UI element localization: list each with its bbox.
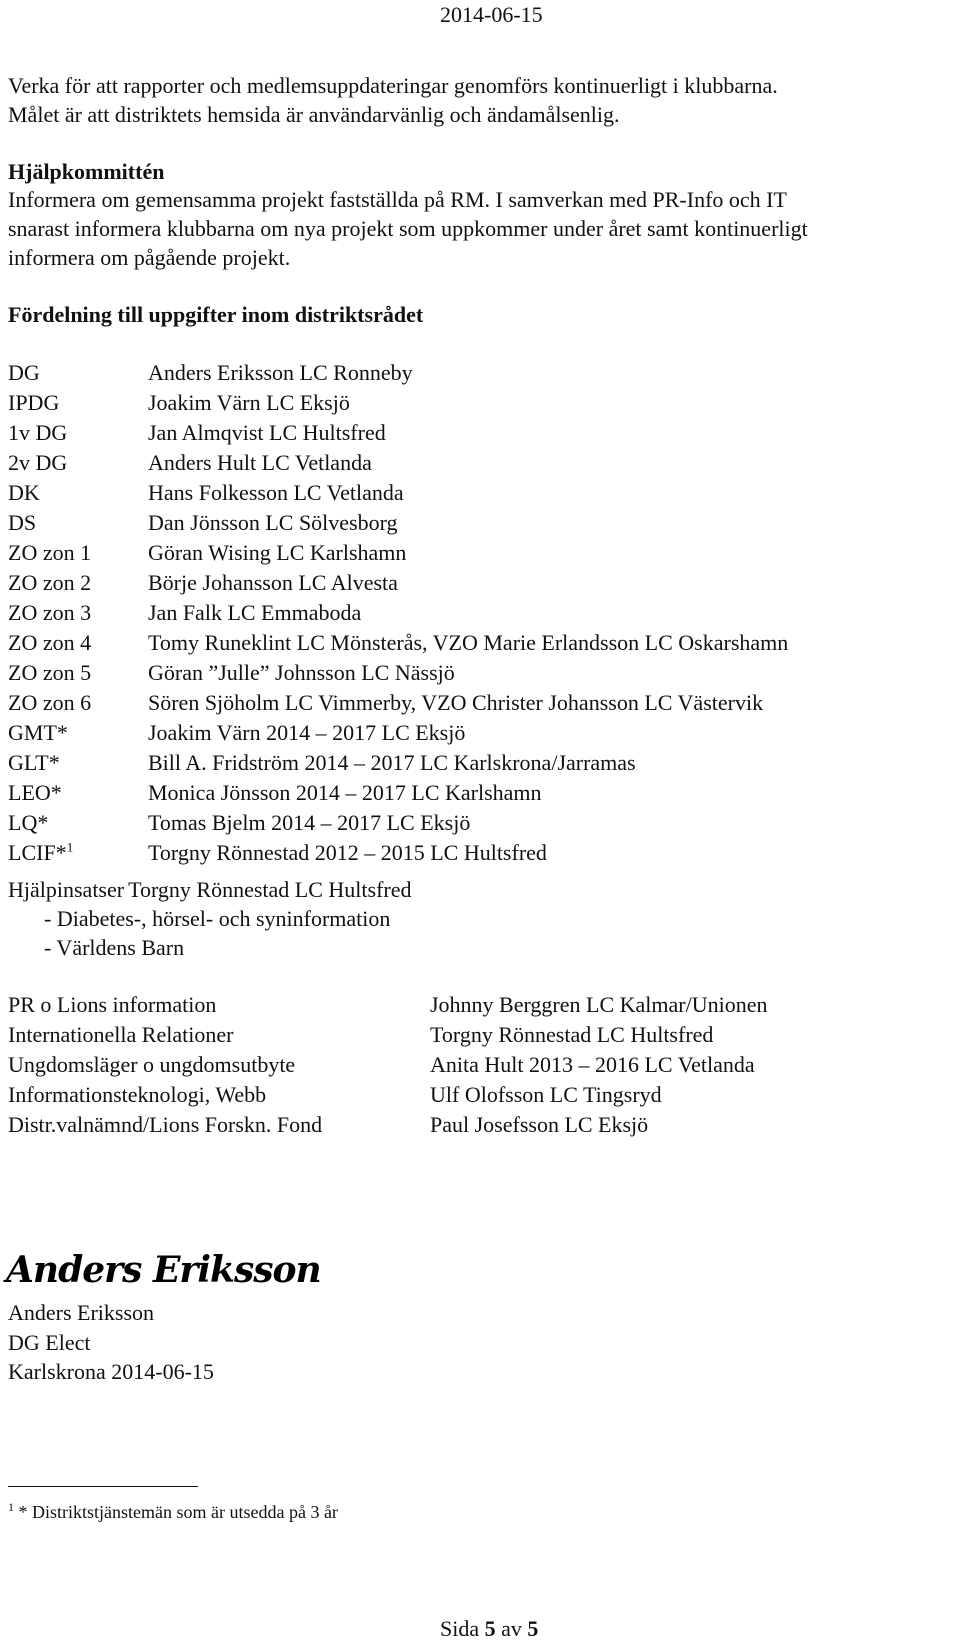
role-code: 1v DG <box>8 420 68 445</box>
role-code: DG <box>8 360 40 385</box>
role-code: ZO zon 3 <box>8 600 92 625</box>
intro-line-2: Målet är att distriktets hemsida är användarvänlig och ändamålsenlig. <box>8 102 620 127</box>
hjalpinsatser-label: Hjälpinsatser <box>8 877 125 902</box>
role-holder: Börje Johansson LC Alvesta <box>148 570 398 595</box>
committee-label: Ungdomsläger o ungdomsutbyte <box>8 1052 296 1077</box>
role-holder: Anders Eriksson LC Ronneby <box>148 360 413 385</box>
hjalpinsatser-bullet-1: - Diabetes-, hörsel- och syninformation <box>44 906 391 931</box>
role-code: GLT* <box>8 750 60 775</box>
hjalpinsatser-name: Torgny Rönnestad LC Hultsfred <box>128 877 412 902</box>
role-holder: Hans Folkesson LC Vetlanda <box>148 480 404 505</box>
role-code: IPDG <box>8 390 60 415</box>
page-number <box>440 1614 538 1644</box>
role-holder: Tomy Runeklint LC Mönsterås, VZO Marie Erlandsson LC Oskarshamn <box>148 630 789 655</box>
committee-holder: Anita Hult 2013 – 2016 LC Vetlanda <box>430 1052 755 1077</box>
role-code: ZO zon 6 <box>8 690 92 715</box>
role-holder: Göran ”Julle” Johnsson LC Nässjö <box>148 660 455 685</box>
signature-name: Anders Eriksson <box>8 1300 155 1325</box>
role-code: DK <box>8 480 40 505</box>
role-holder: Joakim Värn 2014 – 2017 LC Eksjö <box>148 720 466 745</box>
role-code: LQ* <box>8 810 49 835</box>
role-code: ZO zon 4 <box>8 630 92 655</box>
role-holder: Bill A. Fridström 2014 – 2017 LC Karlskrona/Jarramas <box>148 750 636 775</box>
footnote-number: 1 <box>8 1500 14 1514</box>
distribution-heading: Fördelning till uppgifter inom distriktsrådet <box>8 302 424 327</box>
hjalpinsatser-row <box>8 875 412 905</box>
role-code-lcif <box>8 838 73 868</box>
page-current: 5 <box>484 1616 496 1641</box>
page-total: 5 <box>527 1616 539 1641</box>
role-code: ZO zon 2 <box>8 570 92 595</box>
committee-label: Internationella Relationer <box>8 1022 234 1047</box>
committee-label: PR o Lions information <box>8 992 217 1017</box>
footnote-text: * Distriktstjänstemän som är utsedda på 3 år <box>18 1502 338 1522</box>
role-code: LEO* <box>8 780 62 805</box>
role-holder: Jan Almqvist LC Hultsfred <box>148 420 386 445</box>
committee-holder: Ulf Olofsson LC Tingsryd <box>430 1082 662 1107</box>
role-code: 2v DG <box>8 450 68 475</box>
lcif-footnote-ref: 1 <box>66 839 74 855</box>
signature-place-date: Karlskrona 2014-06-15 <box>8 1359 214 1384</box>
role-holder: Tomas Bjelm 2014 – 2017 LC Eksjö <box>148 810 471 835</box>
hjalpkommitten-heading: Hjälpkommittén <box>8 159 165 184</box>
role-holder: Dan Jönsson LC Sölvesborg <box>148 510 398 535</box>
role-holder: Joakim Värn LC Eksjö <box>148 390 350 415</box>
role-code: DS <box>8 510 37 535</box>
role-holder: Monica Jönsson 2014 – 2017 LC Karlshamn <box>148 780 542 805</box>
page-prefix: Sida <box>440 1616 480 1641</box>
hjalpinsatser-bullet-2: - Världens Barn <box>44 935 185 960</box>
committee-holder: Torgny Rönnestad LC Hultsfred <box>430 1022 714 1047</box>
committee-holder: Johnny Berggren LC Kalmar/Unionen <box>430 992 768 1017</box>
header-date: 2014-06-15 <box>440 2 543 27</box>
committee-holder: Paul Josefsson LC Eksjö <box>430 1112 649 1137</box>
role-holder: Jan Falk LC Emmaboda <box>148 600 362 625</box>
footnote-rule <box>8 1486 198 1487</box>
lcif-code-text: LCIF* <box>8 840 67 865</box>
committee-label: Distr.valnämnd/Lions Forskn. Fond <box>8 1112 323 1137</box>
role-holder-lcif: Torgny Rönnestad 2012 – 2015 LC Hultsfred <box>148 840 547 865</box>
role-code: ZO zon 5 <box>8 660 92 685</box>
role-code: GMT* <box>8 720 68 745</box>
role-holder: Anders Hult LC Vetlanda <box>148 450 372 475</box>
role-holder: Göran Wising LC Karlshamn <box>148 540 407 565</box>
hjalp-line-2: snarast informera klubbarna om nya projekt som uppkommer under året samt kontinuerligt <box>8 216 808 241</box>
footnote <box>8 1500 338 1524</box>
signature-title: DG Elect <box>8 1330 91 1355</box>
role-code: ZO zon 1 <box>8 540 92 565</box>
page-middle: av <box>501 1616 522 1641</box>
signature-script: Anders Eriksson <box>6 1249 321 1291</box>
role-holder: Sören Sjöholm LC Vimmerby, VZO Christer Johansson LC Västervik <box>148 690 764 715</box>
committee-label: Informationsteknologi, Webb <box>8 1082 267 1107</box>
hjalp-line-3: informera om pågående projekt. <box>8 245 291 270</box>
hjalp-line-1: Informera om gemensamma projekt fastställda på RM. I samverkan med PR-Info och IT <box>8 187 787 212</box>
intro-line-1: Verka för att rapporter och medlemsuppdateringar genomförs kontinuerligt i klubbarna. <box>8 73 778 98</box>
